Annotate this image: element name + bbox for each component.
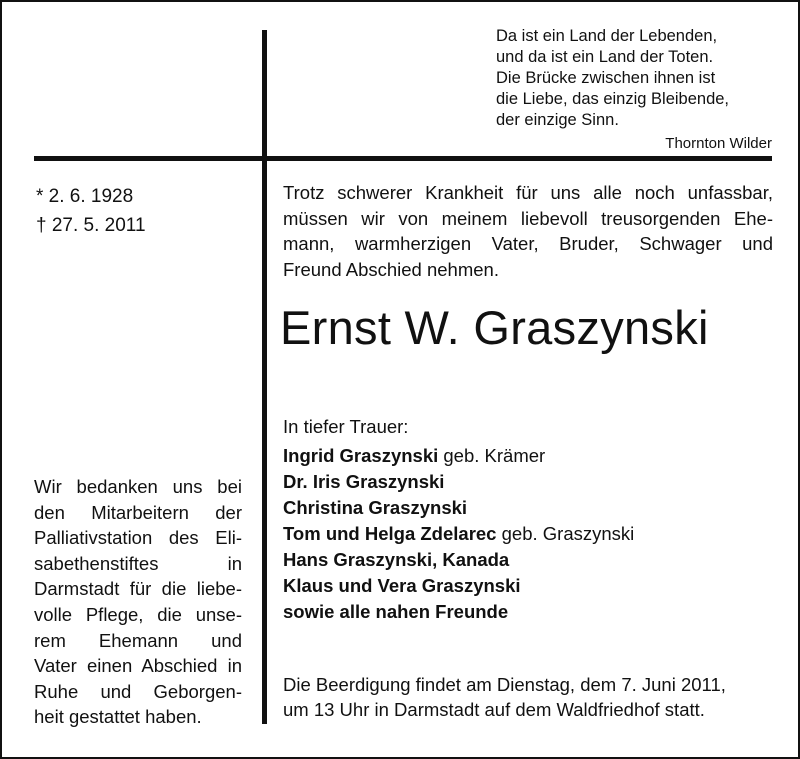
thanks-text: [34, 474, 242, 730]
intro-line: müssen wir von meinem liebevoll treusorgenden Ehe-: [283, 207, 773, 229]
mourner-row: [283, 443, 634, 469]
mourner-name: Ingrid Graszynski: [283, 445, 439, 466]
quote-line: und da ist ein Land der Toten.: [496, 48, 714, 66]
vertical-divider: [262, 30, 267, 724]
mourner-name: sowie alle nahen Freunde: [283, 601, 509, 622]
horizontal-divider: [34, 156, 772, 161]
mourner-row: [283, 547, 634, 573]
mourner-name: Dr. Iris Graszynski: [283, 471, 445, 492]
funeral-info: [283, 672, 773, 722]
thanks-line: rem Ehemann und: [34, 629, 242, 651]
quote-line: Da ist ein Land der Lebenden,: [496, 27, 718, 45]
thanks-line: Vater einen Abschied in: [34, 655, 242, 677]
life-dates: [36, 182, 146, 240]
thanks-line: Palliativstation des Eli-: [34, 527, 242, 549]
quote-author: Thornton Wilder: [665, 135, 772, 152]
funeral-line: um 13 Uhr in Darmstadt auf dem Waldfriedhof statt.: [283, 699, 705, 720]
mourning-label: In tiefer Trauer:: [283, 416, 409, 437]
thanks-line: Darmstadt für die liebe-: [34, 578, 242, 600]
thanks-line: den Mitarbeitern der: [34, 501, 242, 523]
thanks-line: heit gestattet haben.: [34, 706, 202, 728]
quote-line: der einzige Sinn.: [496, 111, 619, 129]
mourner-row: [283, 521, 634, 547]
mourner-row: [283, 495, 634, 521]
quote-block: [420, 26, 772, 154]
intro-line: mann, warmherzigen Vater, Bruder, Schwager und: [283, 233, 773, 254]
mourner-name: Klaus und Vera Graszynski: [283, 575, 521, 596]
mourner-row: [283, 599, 634, 625]
intro-line: Trotz schwerer Krankheit für uns alle noch unfassbar,: [283, 182, 773, 203]
mourner-note: geb. Krämer: [438, 445, 546, 466]
mourner-name: Hans Graszynski, Kanada: [283, 549, 510, 570]
thanks-line: sabethenstiftes in: [34, 552, 242, 574]
mourner-name: Tom und Helga Zdelarec: [283, 523, 497, 544]
thanks-line: Wir bedanken uns bei: [34, 476, 242, 497]
thanks-line: volle Pflege, die unse-: [34, 603, 242, 625]
mourner-row: [283, 469, 634, 495]
quote-line: die Liebe, das einzig Bleibende,: [496, 90, 730, 108]
funeral-line: Die Beerdigung findet am Dienstag, dem 7. Juni 2011,: [283, 674, 726, 695]
quote-line: Die Brücke zwischen ihnen ist: [496, 69, 716, 87]
deceased-name: Ernst W. Graszynski: [280, 301, 709, 354]
mourner-name: Christina Graszynski: [283, 497, 468, 518]
mourner-row: [283, 573, 634, 599]
death-date: † 27. 5. 2011: [36, 215, 146, 236]
birth-date: * 2. 6. 1928: [36, 186, 134, 207]
intro-line: Freund Abschied nehmen.: [283, 258, 499, 280]
mourner-note: geb. Graszynski: [496, 523, 635, 544]
thanks-line: Ruhe und Geborgen-: [34, 680, 242, 702]
mourners-list: [283, 443, 634, 625]
intro-text: [283, 180, 773, 282]
